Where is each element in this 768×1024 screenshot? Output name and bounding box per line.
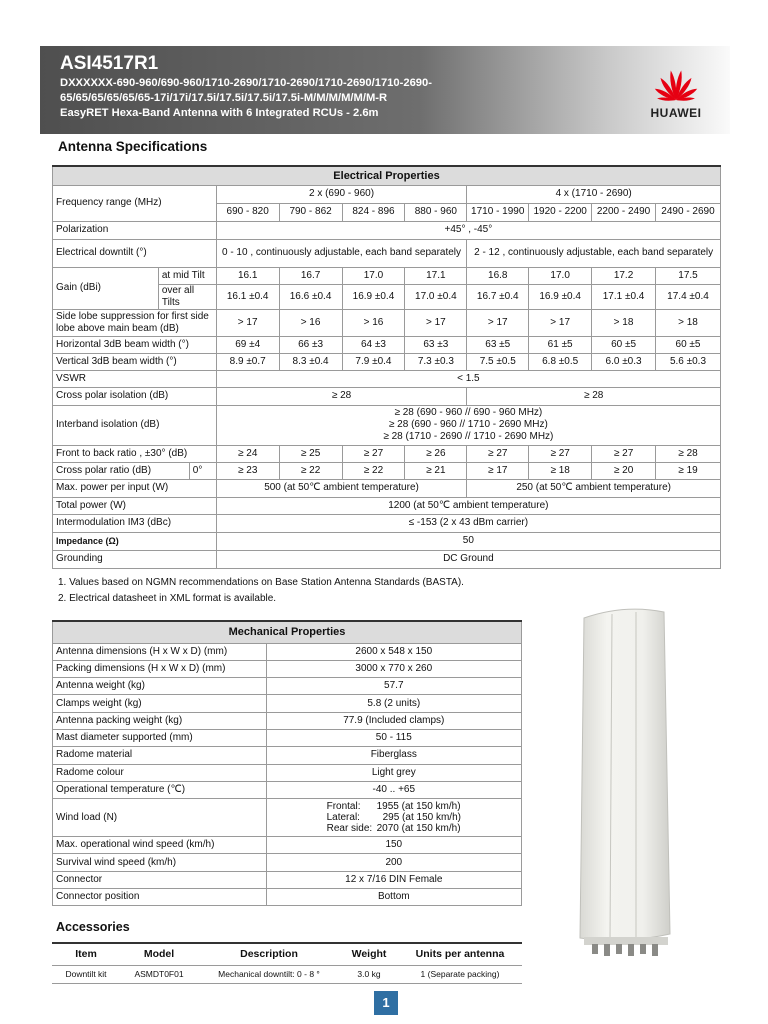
- interband-value: ≥ 28 (690 - 960 // 1710 - 2690 MHz): [388, 419, 548, 430]
- sub-band: 1710 - 1990: [467, 203, 529, 221]
- sidelobe-value: > 17: [216, 309, 279, 336]
- gain-all-value: 17.0 ±0.4: [405, 284, 467, 309]
- gain-all-value: 16.7 ±0.4: [467, 284, 529, 309]
- footnotes: [58, 575, 464, 606]
- mechanical-label: Mast diameter supported (mm): [53, 729, 267, 746]
- electrical-heading: Electrical Properties: [53, 166, 721, 185]
- gain-mid-value: 17.0: [342, 267, 405, 284]
- gain-all-label: over all Tilts: [158, 284, 216, 309]
- vbw-label: Vertical 3dB beam width (°): [53, 353, 217, 370]
- mechanical-label: Radome material: [53, 747, 267, 764]
- mechanical-label: Connector position: [53, 889, 267, 906]
- mechanical-row: [53, 643, 522, 660]
- hbw-value: 66 ±3: [279, 336, 342, 353]
- hbw-label: Horizontal 3dB beam width (°): [53, 336, 217, 353]
- interband-label: Interband isolation (dB): [53, 405, 217, 445]
- gain-mid-value: 16.8: [467, 267, 529, 284]
- accessories-title: Accessories: [56, 920, 130, 934]
- xpr-angle: 0°: [189, 462, 216, 479]
- vbw-value: 5.6 ±0.3: [656, 353, 721, 370]
- vbw-value: 6.0 ±0.3: [592, 353, 656, 370]
- gain-all-value: 17.1 ±0.4: [592, 284, 656, 309]
- accessories-header: Weight: [340, 943, 398, 965]
- mechanical-label: Survival wind speed (km/h): [53, 854, 267, 871]
- mechanical-value: 57.7: [266, 678, 521, 695]
- gain-mid-value: 17.5: [656, 267, 721, 284]
- mechanical-row: [53, 747, 522, 764]
- mechanical-row: [53, 871, 522, 888]
- vswr-value: < 1.5: [216, 370, 720, 387]
- mechanical-label: Antenna packing weight (kg): [53, 712, 267, 729]
- xpr-value: ≥ 19: [656, 462, 721, 479]
- grounding-label: Grounding: [53, 550, 217, 568]
- mechanical-row: [53, 781, 522, 798]
- brand-name: HUAWEI: [650, 106, 702, 120]
- fb-value: ≥ 25: [279, 445, 342, 462]
- vbw-value: 8.9 ±0.7: [216, 353, 279, 370]
- page-number: 1: [374, 991, 398, 1015]
- mechanical-row: [53, 695, 522, 712]
- accessory-description: Mechanical downtilt: 0 - 8 °: [198, 965, 340, 983]
- accessory-units: 1 (Separate packing): [398, 965, 522, 983]
- mechanical-row: [53, 660, 522, 677]
- im3-label: Intermodulation IM3 (dBc): [53, 514, 217, 532]
- vbw-value: 7.9 ±0.4: [342, 353, 405, 370]
- total-power-label: Total power (W): [53, 497, 217, 514]
- gain-mid-value: 17.0: [529, 267, 592, 284]
- fb-value: ≥ 27: [342, 445, 405, 462]
- gain-all-value: 16.9 ±0.4: [529, 284, 592, 309]
- downtilt-low: 0 - 10 , continuously adjustable, each band separately: [216, 239, 467, 267]
- header-banner: [40, 46, 730, 134]
- downtilt-high: 2 - 12 , continuously adjustable, each band separately: [467, 239, 721, 267]
- gain-mid-value: 17.1: [405, 267, 467, 284]
- sub-band: 880 - 960: [405, 203, 467, 221]
- gain-mid-value: 16.7: [279, 267, 342, 284]
- interband-value: ≥ 28 (1710 - 2690 // 1710 - 2690 MHz): [383, 431, 554, 442]
- polarization-label: Polarization: [53, 221, 217, 239]
- mechanical-heading: Mechanical Properties: [53, 621, 522, 643]
- mechanical-value: 3000 x 770 x 260: [266, 660, 521, 677]
- wind-load-entry: Frontal: 1955 (at 150 km/h): [326, 800, 461, 812]
- mechanical-label: Antenna dimensions (H x W x D) (mm): [53, 643, 267, 660]
- mechanical-value: 150: [266, 837, 521, 854]
- sub-band: 824 - 896: [342, 203, 405, 221]
- gain-label: Gain (dBi): [53, 267, 159, 309]
- hbw-value: 63 ±5: [467, 336, 529, 353]
- xpi-high: ≥ 28: [467, 387, 721, 405]
- mechanical-properties-table: [52, 620, 522, 906]
- accessory-weight: 3.0 kg: [340, 965, 398, 983]
- gain-mid-value: 17.2: [592, 267, 656, 284]
- mechanical-value: 2600 x 548 x 150: [266, 643, 521, 660]
- xpr-value: ≥ 21: [405, 462, 467, 479]
- hbw-value: 60 ±5: [592, 336, 656, 353]
- xpr-label: Cross polar ratio (dB): [53, 462, 190, 479]
- gain-all-value: 16.1 ±0.4: [216, 284, 279, 309]
- mechanical-label: Packing dimensions (H x W x D) (mm): [53, 660, 267, 677]
- mechanical-value: Light grey: [266, 764, 521, 781]
- mechanical-rows: [53, 837, 522, 906]
- mechanical-value: Bottom: [266, 889, 521, 906]
- max-power-low: 500 (at 50℃ ambient temperature): [216, 479, 467, 497]
- accessory-item: Downtilt kit: [52, 965, 120, 983]
- mechanical-row: [53, 729, 522, 746]
- frequency-label: Frequency range (MHz): [53, 185, 217, 221]
- mechanical-row: [53, 889, 522, 906]
- model-title: ASI4517R1: [60, 53, 159, 74]
- max-power-label: Max. power per input (W): [53, 479, 217, 497]
- sidelobe-value: > 17: [529, 309, 592, 336]
- hbw-value: 61 ±5: [529, 336, 592, 353]
- gain-all-value: 17.4 ±0.4: [656, 284, 721, 309]
- wind-load-label: Wind load (N): [53, 799, 267, 837]
- max-power-high: 250 (at 50℃ ambient temperature): [467, 479, 721, 497]
- mechanical-rows: [53, 643, 522, 799]
- sub-band: 790 - 862: [279, 203, 342, 221]
- mechanical-value: -40 .. +65: [266, 781, 521, 798]
- band-low: 2 x (690 - 960): [216, 185, 467, 203]
- gain-all-value: 16.9 ±0.4: [342, 284, 405, 309]
- mechanical-label: Max. operational wind speed (km/h): [53, 837, 267, 854]
- fb-value: ≥ 28: [656, 445, 721, 462]
- xpr-value: ≥ 22: [279, 462, 342, 479]
- xpr-value: ≥ 23: [216, 462, 279, 479]
- hbw-value: 63 ±3: [405, 336, 467, 353]
- sub-band: 2490 - 2690: [656, 203, 721, 221]
- xpi-label: Cross polar isolation (dB): [53, 387, 217, 405]
- sub-band: 2200 - 2490: [592, 203, 656, 221]
- fb-label: Front to back ratio , ±30° (dB): [53, 445, 217, 462]
- total-power-value: 1200 (at 50℃ ambient temperature): [216, 497, 720, 514]
- gain-all-value: 16.6 ±0.4: [279, 284, 342, 309]
- huawei-petals-icon: [638, 64, 714, 104]
- sub-band: 690 - 820: [216, 203, 279, 221]
- wind-load-list: [327, 801, 461, 834]
- fb-value: ≥ 27: [529, 445, 592, 462]
- vbw-value: 6.8 ±0.5: [529, 353, 592, 370]
- mechanical-label: Antenna weight (kg): [53, 678, 267, 695]
- fb-value: ≥ 27: [592, 445, 656, 462]
- mechanical-value: 200: [266, 854, 521, 871]
- hbw-value: 60 ±5: [656, 336, 721, 353]
- mechanical-row: [53, 764, 522, 781]
- fb-value: ≥ 24: [216, 445, 279, 462]
- downtilt-label: Electrical downtilt (°): [53, 239, 217, 267]
- vbw-value: 7.5 ±0.5: [467, 353, 529, 370]
- sidelobe-value: > 18: [592, 309, 656, 336]
- im3-value: ≤ -153 (2 x 43 dBm carrier): [216, 514, 720, 532]
- sidelobe-value: > 18: [656, 309, 721, 336]
- mechanical-row: [53, 712, 522, 729]
- xpr-value: ≥ 20: [592, 462, 656, 479]
- mechanical-value: 77.9 (Included clamps): [266, 712, 521, 729]
- footnote: 1. Values based on NGMN recommendations on Base Station Antenna Standards (BASTA).: [58, 577, 464, 588]
- hbw-value: 69 ±4: [216, 336, 279, 353]
- gain-mid-label: at mid Tilt: [158, 267, 216, 284]
- mechanical-row: [53, 678, 522, 695]
- mechanical-row: [53, 854, 522, 871]
- grounding-value: DC Ground: [216, 550, 720, 568]
- sidelobe-value: > 16: [342, 309, 405, 336]
- xpi-low: ≥ 28: [216, 387, 467, 405]
- sidelobe-value: > 16: [279, 309, 342, 336]
- vbw-value: 7.3 ±0.3: [405, 353, 467, 370]
- accessories-header: Units per antenna: [398, 943, 522, 965]
- accessories-header: Model: [120, 943, 198, 965]
- accessories-header: Item: [52, 943, 120, 965]
- sub-band: 1920 - 2200: [529, 203, 592, 221]
- mechanical-label: Connector: [53, 871, 267, 888]
- model-code-line-1: DXXXXXX-690-960/690-960/1710-2690/1710-2690/1710-2690/1710-2690-: [60, 77, 432, 89]
- mechanical-value: Fiberglass: [266, 747, 521, 764]
- polarization-value: +45° , -45°: [216, 221, 720, 239]
- wind-load-entry: Rear side: 2070 (at 150 km/h): [326, 822, 461, 834]
- vswr-label: VSWR: [53, 370, 217, 387]
- fb-value: ≥ 26: [405, 445, 467, 462]
- xpr-value: ≥ 17: [467, 462, 529, 479]
- huawei-logo: [638, 64, 714, 120]
- footnote: 2. Electrical datasheet in XML format is available.: [58, 592, 277, 604]
- interband-value: ≥ 28 (690 - 960 // 690 - 960 MHz): [394, 407, 543, 418]
- sidelobe-value: > 17: [467, 309, 529, 336]
- band-high: 4 x (1710 - 2690): [467, 185, 721, 203]
- accessory-model: ASMDT0F01: [120, 965, 198, 983]
- impedance-value: 50: [216, 532, 720, 550]
- antenna-image: [574, 604, 678, 960]
- wind-load-entry: Lateral: 295 (at 150 km/h): [326, 811, 461, 823]
- sidelobe-value: > 17: [405, 309, 467, 336]
- section-title: Antenna Specifications: [58, 139, 208, 154]
- accessories-header: Description: [198, 943, 340, 965]
- mechanical-value: 50 - 115: [266, 729, 521, 746]
- mechanical-row: [53, 837, 522, 854]
- vbw-value: 8.3 ±0.4: [279, 353, 342, 370]
- xpr-value: ≥ 22: [342, 462, 405, 479]
- wind-load-value: [266, 799, 521, 837]
- xpr-value: ≥ 18: [529, 462, 592, 479]
- mechanical-label: Operational temperature (℃): [53, 781, 267, 798]
- mechanical-value: 5.8 (2 units): [266, 695, 521, 712]
- mechanical-label: Radome colour: [53, 764, 267, 781]
- mechanical-value: 12 x 7/16 DIN Female: [266, 871, 521, 888]
- product-description: EasyRET Hexa-Band Antenna with 6 Integrated RCUs - 2.6m: [60, 107, 379, 119]
- electrical-properties-table: [52, 165, 721, 569]
- fb-value: ≥ 27: [467, 445, 529, 462]
- sidelobe-label: Side lobe suppression for first side lobe above main beam (dB): [53, 309, 217, 336]
- mechanical-label: Clamps weight (kg): [53, 695, 267, 712]
- interband-values: [216, 405, 720, 445]
- impedance-label: Impedance (Ω): [53, 532, 217, 550]
- gain-mid-value: 16.1: [216, 267, 279, 284]
- hbw-value: 64 ±3: [342, 336, 405, 353]
- model-code-line-2: 65/65/65/65/65/65-17i/17i/17.5i/17.5i/17.5i/17.5i-M/M/M/M/M/M-R: [60, 92, 388, 104]
- accessories-table: [52, 942, 522, 984]
